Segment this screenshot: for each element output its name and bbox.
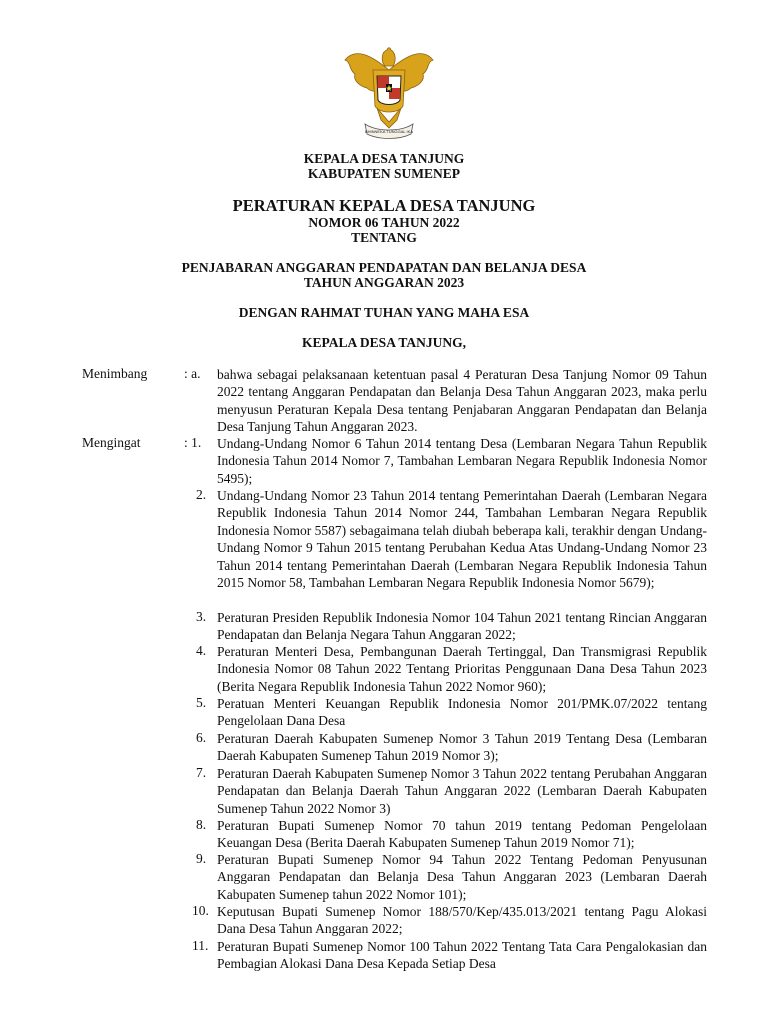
- tentang-label: TENTANG: [351, 230, 417, 245]
- regulation-title: PERATURAN KEPALA DESA TANJUNG: [232, 196, 536, 215]
- header-line-2: KABUPATEN SUMENEP: [307, 166, 461, 181]
- mengingat-colon: : 1.: [184, 435, 202, 450]
- list-item: Peraturan Bupati Sumenep Nomor 100 Tahun 2022 Tentang Tata Cara Pengalokasian dan Pembagian Alokasi Dana Desa Kepada Setiap Desa: [217, 939, 707, 972]
- blessing-line: DENGAN RAHMAT TUHAN YANG MAHA ESA: [238, 305, 530, 320]
- subject-line-1: PENJABARAN ANGGARAN PENDAPATAN DAN BELANJA DESA: [181, 260, 587, 275]
- list-item-number: 4.: [196, 643, 207, 658]
- list-item-number: 3.: [196, 609, 207, 624]
- list-item: Peratuan Menteri Keuangan Republik Indonesia Nomor 201/PMK.07/2022 tentang Pengelolaan Dana Desa: [217, 696, 707, 729]
- list-item-number: 6.: [196, 730, 207, 745]
- header-line-1: KEPALA DESA TANJUNG: [303, 151, 465, 166]
- garuda-emblem-icon: [337, 40, 441, 140]
- list-item: Keputusan Bupati Sumenep Nomor 188/570/Kep/435.013/2021 tentang Pagu Alokasi Dana Desa Tahun Anggaran 2022;: [217, 904, 707, 937]
- emblem-motto: BHINNEKA TUNGGAL IKA: [364, 129, 414, 134]
- list-item-number: 5.: [196, 695, 207, 710]
- list-item: Undang-Undang Nomor 6 Tahun 2014 tentang Desa (Lembaran Negara Tahun Republik Indonesia Tahun 2014 Nomor 7, Tambahan Lembaran Negara Republik Indonesia Nomor 5495);: [217, 436, 707, 486]
- menimbang-label: Menimbang: [82, 366, 148, 381]
- list-item: Undang-Undang Nomor 23 Tahun 2014 tentang Pemerintahan Daerah (Lembaran Negara Republik Indonesia Tahun 2014 Nomor 244, Tambahan Lembaran Negara Republik Indonesia Nomor 5587) sebagaimana telah diubah beberapa kali, terakhir dengan Undang-Undang Nomor 9 Tahun 2015 tentang Perubahan Kedua Atas Undang-Undang Nomor 23 Tahun 2014 tentang Pemerintahan Daerah (Lembaran Negara Republik Indonesia Tahun 2015 Nomor 58, Tambahan Lembaran Negara Republik Indonesia Nomor 5679);: [217, 488, 707, 591]
- list-item: Peraturan Daerah Kabupaten Sumenep Nomor 3 Tahun 2019 Tentang Desa (Lembaran Daerah Kabupaten Sumenep Tahun 2019 Nomor 3);: [217, 731, 707, 764]
- authority-line: KEPALA DESA TANJUNG,: [302, 335, 466, 350]
- list-item: Peraturan Presiden Republik Indonesia Nomor 104 Tahun 2021 tentang Rincian Anggaran Pendapatan dan Belanja Negara Tahun Anggaran 2022;: [217, 610, 707, 643]
- menimbang-text: bahwa sebagai pelaksanaan ketentuan pasal 4 Peraturan Desa Tanjung Nomor 09 Tahun 2022 tentang Anggaran Pendapatan dan Belanja Desa Tahun Anggaran 2023, maka perlu menyusun Peraturan Kepala Desa tentang Penjabaran Anggaran Pendapatan dan Belanja Desa Tanjung Tahun Anggaran 2023.: [217, 367, 707, 435]
- subject-line-2: TAHUN ANGGARAN 2023: [303, 275, 465, 290]
- list-item-number: 8.: [196, 817, 207, 832]
- mengingat-label: Mengingat: [82, 435, 141, 450]
- list-item: Peraturan Bupati Sumenep Nomor 94 Tahun 2022 Tentang Pedoman Penyusunan Anggaran Pendapatan dan Belanja Desa Tahun Anggaran 2023 (Lembaran Daerah Kabupaten Sumenep tahun 2022 Nomor 101);: [217, 852, 707, 902]
- menimbang-colon: : a.: [184, 366, 201, 381]
- list-item-number: 9.: [196, 851, 207, 866]
- list-item-number: 11.: [192, 938, 209, 953]
- list-item-number: 10.: [192, 903, 209, 918]
- list-item: Peraturan Daerah Kabupaten Sumenep Nomor 3 Tahun 2022 tentang Perubahan Anggaran Pendapatan dan Belanja Daerah Tahun Anggaran 2022 (Lembaran Daerah Kabupaten Sumenep Tahun 2022 Nomor 3): [217, 766, 707, 816]
- list-item-number: 2.: [196, 487, 207, 502]
- regulation-number: NOMOR 06 TAHUN 2022: [308, 215, 460, 230]
- list-item: Peraturan Menteri Desa, Pembangunan Daerah Tertinggal, Dan Transmigrasi Republik Indonesia Nomor 08 Tahun 2022 Tentang Prioritas Penggunaan Dana Desa Tahun 2023 (Berita Negara Republik Indonesia Tahun 2022 Nomor 960);: [217, 644, 707, 694]
- list-item: Peraturan Bupati Sumenep Nomor 70 tahun 2019 tentang Pedoman Pengelolaan Keuangan Desa (Berita Daerah Kabupaten Sumenep Tahun 2019 Nomor 71);: [217, 818, 707, 851]
- list-item-number: 7.: [196, 765, 207, 780]
